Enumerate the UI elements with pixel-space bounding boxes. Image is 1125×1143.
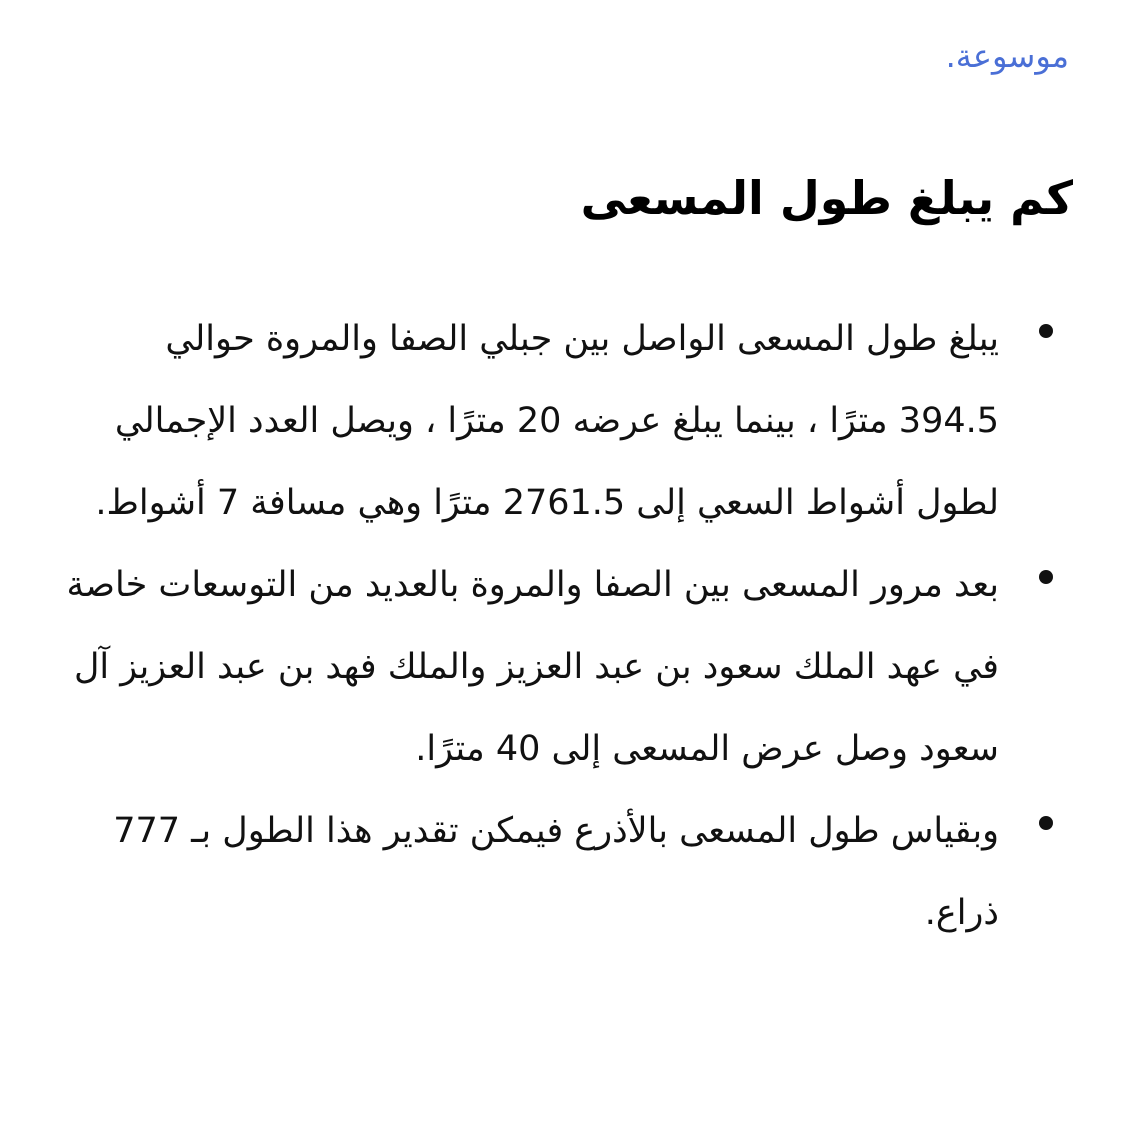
list-item bbox=[60, 298, 1073, 544]
bullet-text: وبقياس طول المسعى بالأذرع فيمكن تقدير هذا الطول بـ 777 ذراع. bbox=[113, 811, 999, 933]
bullet-dot-icon bbox=[1039, 816, 1053, 830]
bullet-dot-icon bbox=[1039, 570, 1053, 584]
bullet-dot-icon bbox=[1039, 324, 1053, 338]
bullet-list bbox=[60, 298, 1073, 954]
bullet-text: بعد مرور المسعى بين الصفا والمروة بالعديد من التوسعات خاصة في عهد الملك سعود بن عبد العزيز والملك فهد بن عبد العزيز آل سعود وصل عرض المسعى إلى 40 مترًا. bbox=[66, 565, 999, 769]
section-heading: كم يبلغ طول المسعى bbox=[580, 171, 1073, 225]
source-link[interactable]: موسوعة. bbox=[945, 37, 1069, 75]
list-item bbox=[60, 790, 1073, 954]
list-item bbox=[60, 544, 1073, 790]
bullet-text: يبلغ طول المسعى الواصل بين جبلي الصفا والمروة حوالي 394.5 مترًا ، بينما يبلغ عرضه 20 مترًا ، ويصل العدد الإجمالي لطول أشواط السعي إلى 2761.5 مترًا وهي مسافة 7 أشواط. bbox=[95, 319, 999, 523]
clipped-previous-line bbox=[60, 0, 1073, 2]
